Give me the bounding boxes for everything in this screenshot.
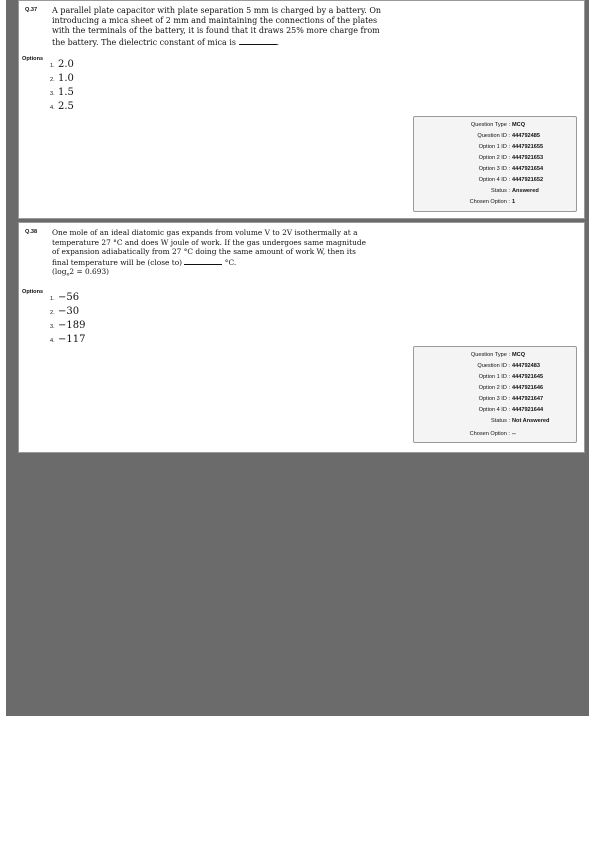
option-number: 2. [50, 77, 55, 83]
chosen-option-value: 1 [512, 199, 516, 205]
option-4 [50, 329, 85, 347]
question-text-line: temperature 27 °C and does W joule of work. If the gas undergoes same magnitude [52, 237, 366, 247]
question-type-value: MCQ [512, 122, 526, 128]
info-label: Question ID : [477, 133, 510, 139]
option-value: 2.0 [58, 59, 74, 70]
option-id-value: 4447921647 [512, 396, 544, 402]
option-number: 3. [50, 324, 55, 330]
question-text-line [52, 257, 372, 268]
info-label: Option 1 ID : [478, 374, 510, 380]
info-label: Question Type : [470, 352, 510, 358]
question-text-line: of expansion adiabatically from 27 °C doing the same amount of work W, then its [52, 247, 356, 257]
question-info-box [413, 346, 577, 443]
question-text [52, 6, 382, 48]
info-label: Option 2 ID : [478, 155, 510, 161]
option-number: 3. [50, 91, 55, 97]
chosen-option-value: -- [512, 431, 516, 437]
document-sheet [6, 0, 589, 716]
info-label: Chosen Option : [469, 199, 510, 205]
question-id-value: 444792483 [512, 363, 540, 369]
question-text-line: One mole of an ideal diatomic gas expands from volume V to 2V isothermally at a [52, 228, 358, 237]
option-value: 2.5 [58, 101, 74, 112]
option-id-value: 4447921654 [512, 166, 544, 172]
unit-text: °C. [224, 257, 237, 267]
info-label: Option 2 ID : [478, 385, 510, 391]
option-id-value: 4447921653 [512, 155, 544, 161]
question-text-line: A parallel plate capacitor with plate separation 5 mm is charged by a battery. On [52, 6, 382, 15]
question-panel-37 [18, 0, 585, 219]
option-value: −30 [58, 306, 80, 317]
question-text-end: . [276, 37, 280, 47]
option-number: 1. [50, 63, 55, 69]
log-subscript: e [66, 271, 70, 278]
option-value: −56 [58, 292, 80, 303]
option-value: −117 [58, 334, 86, 345]
info-label: Question ID : [477, 363, 510, 369]
option-value: 1.5 [58, 87, 74, 98]
question-panel-38 [18, 222, 585, 453]
option-number: 1. [50, 296, 55, 302]
status-value: Answered [512, 188, 539, 194]
question-text-segment: the battery. The dielectric constant of mica is [52, 37, 237, 47]
question-text-segment: final temperature will be (close to) [52, 257, 183, 267]
info-label: Status : [491, 418, 510, 424]
answer-blank [239, 37, 277, 45]
question-text-line [52, 37, 382, 48]
options-label: Options [22, 289, 44, 295]
info-label: Option 1 ID : [478, 144, 510, 150]
question-text-line: with the terminals of the battery, it is found that it draws 25% more charge from [52, 26, 380, 36]
question-number: Q.38 [25, 229, 38, 235]
option-id-value: 4447921655 [512, 144, 544, 150]
answer-blank [184, 257, 222, 265]
info-label: Option 4 ID : [478, 407, 510, 413]
question-text-line: introducing a mica sheet of 2 mm and maintaining the connections of the plates [52, 16, 378, 26]
info-label: Status : [491, 188, 510, 194]
info-label: Option 3 ID : [478, 166, 510, 172]
option-value: −189 [58, 320, 86, 331]
option-id-value: 4447921645 [512, 374, 544, 380]
option-number: 4. [50, 105, 55, 111]
option-id-value: 4447921644 [512, 407, 544, 413]
option-id-value: 4447921646 [512, 385, 544, 391]
log-note [52, 267, 372, 280]
question-info-box [413, 116, 577, 212]
option-4 [50, 96, 74, 114]
info-label: Question Type : [470, 122, 510, 128]
question-text [52, 228, 372, 280]
info-label: Chosen Option : [469, 431, 510, 437]
info-label: Option 3 ID : [478, 396, 510, 402]
log-suffix: 2 = 0.693) [69, 267, 110, 277]
info-label: Option 4 ID : [478, 177, 510, 183]
status-value: Not Answered [512, 418, 550, 424]
options-label: Options [22, 56, 44, 62]
option-id-value: 4447921652 [512, 177, 544, 183]
option-number: 4. [50, 338, 55, 344]
log-prefix: (log [52, 267, 67, 277]
option-value: 1.0 [58, 73, 74, 84]
question-id-value: 444792485 [512, 133, 540, 139]
option-number: 2. [50, 310, 55, 316]
question-number: Q.37 [25, 7, 38, 13]
question-type-value: MCQ [512, 352, 526, 358]
